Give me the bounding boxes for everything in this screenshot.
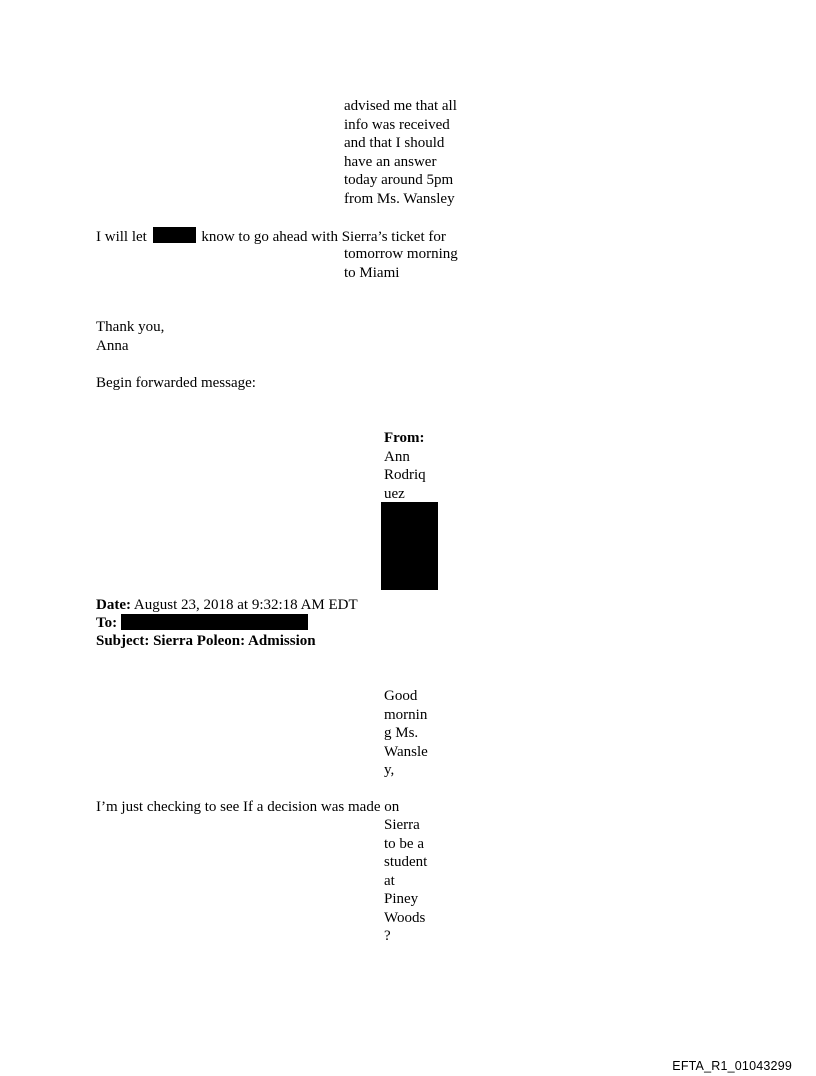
signoff-name: Anna (96, 337, 129, 354)
from-label: From: (384, 430, 425, 446)
text-line: mornin (384, 706, 428, 723)
signoff-thanks: Thank you, (96, 319, 165, 335)
date-value: August 23, 2018 at 9:32:18 AM EDT (133, 597, 358, 613)
text-line: y, (384, 762, 395, 778)
text-line: Piney (384, 891, 419, 907)
body-continuation (384, 816, 427, 946)
signoff (96, 318, 164, 355)
date-line (96, 596, 358, 615)
from-name-line: uez (384, 485, 405, 502)
greeting-block (384, 687, 428, 780)
text-line: and that I should (344, 135, 445, 151)
subject-line (96, 632, 316, 651)
text-line: today around 5pm (344, 172, 454, 188)
text-line: at (384, 872, 395, 889)
date-label: Date: (96, 597, 131, 613)
top-paragraph (344, 97, 457, 208)
let-suffix: know to go ahead with Sierra’s ticket for (201, 229, 446, 245)
text-line: to Miami (344, 264, 400, 281)
forwarded-label: Begin forwarded message: (96, 375, 256, 391)
redaction-block (381, 502, 438, 590)
text-line: from Ms. Wansley (344, 190, 455, 207)
text-line: g Ms. (384, 725, 419, 741)
text-line: Good (384, 688, 418, 704)
from-name-line: Ann (384, 448, 410, 465)
redaction-block (153, 227, 196, 243)
to-label: To: (96, 615, 118, 631)
text-line: tomorrow morning (344, 246, 458, 262)
body-first-line: I’m just checking to see If a decision was made on (96, 799, 400, 815)
text-line: student (384, 854, 428, 870)
subject-label: Subject: (96, 633, 150, 649)
text-line: advised me that all (344, 98, 457, 114)
text-line: info was received (344, 116, 450, 133)
from-name-line: Rodriq (384, 467, 426, 483)
to-line (96, 614, 117, 633)
text-line: ? (384, 928, 391, 944)
let-line (96, 227, 446, 247)
text-line: to be a (384, 835, 424, 852)
subject-value: Sierra Poleon: Admission (153, 633, 316, 649)
from-block (384, 429, 426, 503)
let-continuation (344, 245, 458, 282)
text-line: Wansle (384, 743, 428, 760)
redaction-block (121, 614, 308, 630)
text-line: Sierra (384, 817, 420, 833)
document-id: EFTA_R1_01043299 (672, 1059, 792, 1073)
let-prefix: I will let (96, 229, 147, 245)
text-line: Woods (384, 909, 426, 926)
text-line: have an answer (344, 153, 437, 170)
